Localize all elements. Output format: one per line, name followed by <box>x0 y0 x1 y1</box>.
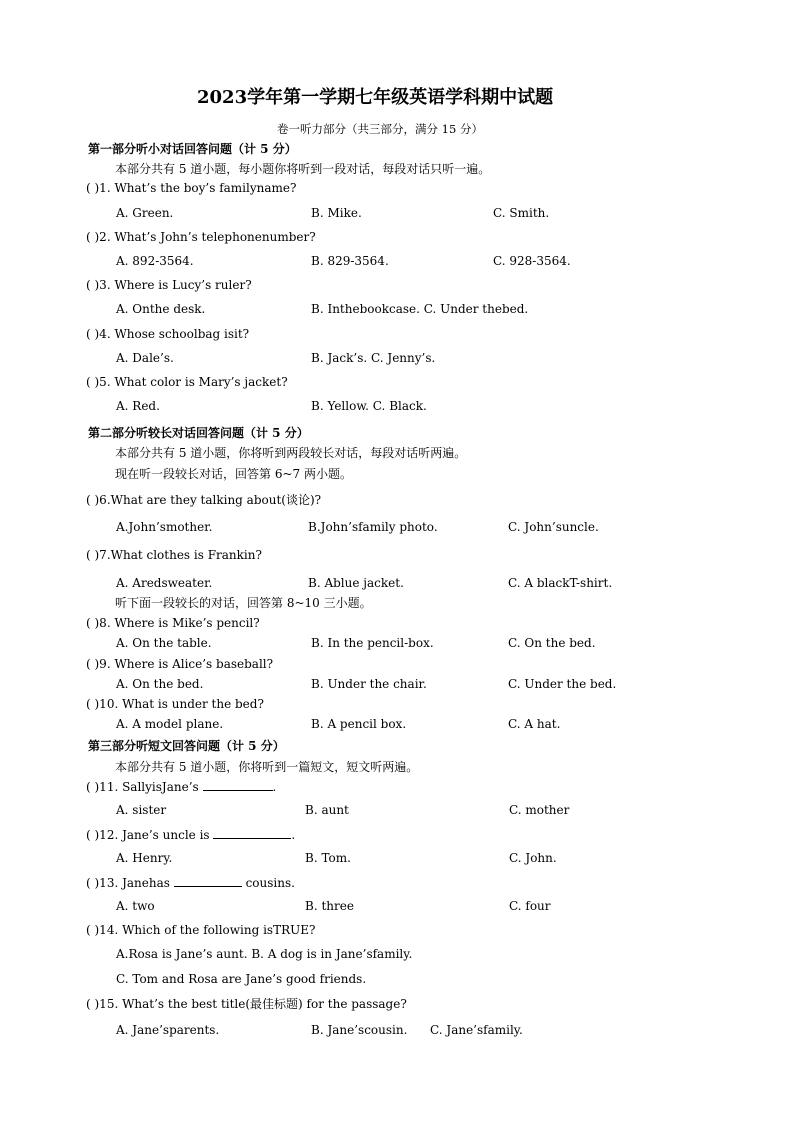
q6-option-c: C. John’suncle. <box>508 520 599 534</box>
q9-option-a: A. On the bed. <box>116 677 204 691</box>
q12-option-c: C. John. <box>509 851 557 865</box>
q12-end: . <box>291 828 296 842</box>
q11-text: ( )11. SallyisJane’s <box>86 780 199 794</box>
q12-option-a: A. Henry. <box>116 851 173 865</box>
q2-option-c: C. 928-3564. <box>493 254 571 268</box>
q13-option-c: C. four <box>509 899 551 913</box>
q6-stem: ( )6.What are they talking about(谈论)? <box>86 493 322 507</box>
q2-option-a: A. 892-3564. <box>116 254 194 268</box>
q13-stem <box>86 874 295 891</box>
q15-option-c: C. Jane’sfamily. <box>430 1023 523 1037</box>
q13-option-b: B. three <box>305 899 354 913</box>
q12-text: ( )12. Jane’s uncle is <box>86 828 210 842</box>
q1-stem: ( )1. What’s the boy’s familyname? <box>86 181 297 195</box>
q5-option-a: A. Red. <box>116 399 160 413</box>
page-title: 2023学年第一学期七年级英语学科期中试题 <box>197 87 554 108</box>
part2-intro-second: 现在听一段较长对话，回答第 6~7 两小题。 <box>115 467 352 481</box>
q10-option-a: A. A model plane. <box>116 717 224 731</box>
q14-stem: ( )14. Which of the following isTRUE? <box>86 923 316 937</box>
q4-stem: ( )4. Whose schoolbag isit? <box>86 327 250 341</box>
q1-option-b: B. Mike. <box>311 206 362 220</box>
part3-heading: 第三部分听短文回答问题（计 5 分） <box>88 739 285 753</box>
q7-option-c: C. A blackT-shirt. <box>508 576 613 590</box>
q7-stem: ( )7.What clothes is Frankin? <box>86 548 262 562</box>
part3-intro: 本部分共有 5 道小题，你将听到一篇短文，短文听两遍。 <box>115 760 419 774</box>
part2-heading: 第二部分听较长对话回答问题（计 5 分） <box>88 426 309 440</box>
q10-option-c: C. A hat. <box>508 717 561 731</box>
q11-option-b: B. aunt <box>305 803 349 817</box>
q9-option-c: C. Under the bed. <box>508 677 617 691</box>
q14-option-c: C. Tom and Rosa are Jane’s good friends. <box>116 972 367 986</box>
q13-option-a: A. two <box>116 899 155 913</box>
q2-option-b: B. 829-3564. <box>311 254 389 268</box>
q13-blank[interactable] <box>174 874 242 887</box>
q10-stem: ( )10. What is under the bed? <box>86 697 264 711</box>
part2-intro-third: 听下面一段较长的对话，回答第 8~10 三小题。 <box>115 596 372 610</box>
q13-text: ( )13. Janehas <box>86 876 170 890</box>
part2-intro: 本部分共有 5 道小题，你将听到两段较长对话，每段对话听两遍。 <box>115 446 467 460</box>
q5-option-bc: B. Yellow. C. Black. <box>311 399 427 413</box>
q15-option-a: A. Jane’sparents. <box>116 1023 220 1037</box>
q1-option-a: A. Green. <box>116 206 174 220</box>
q12-blank[interactable] <box>213 826 291 839</box>
q10-option-b: B. A pencil box. <box>311 717 407 731</box>
q5-stem: ( )5. What color is Mary’s jacket? <box>86 375 288 389</box>
q1-option-c: C. Smith. <box>493 206 550 220</box>
part1-heading: 第一部分听小对话回答问题（计 5 分） <box>88 142 297 156</box>
q12-stem <box>86 826 295 843</box>
q2-stem: ( )2. What’s John’s telephonenumber? <box>86 230 316 244</box>
q8-option-c: C. On the bed. <box>508 636 596 650</box>
q12-option-b: B. Tom. <box>305 851 351 865</box>
q8-option-b: B. In the pencil-box. <box>311 636 434 650</box>
q7-option-a: A. Aredsweater. <box>116 576 213 590</box>
q14-option-ab: A.Rosa is Jane’s aunt. B. A dog is in Jane’sfamily. <box>116 947 413 961</box>
q6-option-b: B.John’sfamily photo. <box>308 520 438 534</box>
q4-option-a: A. Dale’s. <box>116 351 174 365</box>
q3-stem: ( )3. Where is Lucy’s ruler? <box>86 278 252 292</box>
q3-option-bc: B. Inthebookcase. C. Under thebed. <box>311 302 529 316</box>
q15-stem: ( )15. What’s the best title(最佳标题) for the passage? <box>86 997 407 1011</box>
q7-option-b: B. Ablue jacket. <box>308 576 404 590</box>
part1-intro: 本部分共有 5 道小题，每小题你将听到一段对话，每段对话只听一遍。 <box>115 162 491 176</box>
q11-blank[interactable] <box>203 778 273 791</box>
q9-option-b: B. Under the chair. <box>311 677 427 691</box>
q6-option-a: A.John’smother. <box>116 520 213 534</box>
page-subtitle: 卷一听力部分（共三部分，满分 15 分） <box>277 122 483 136</box>
q8-stem: ( )8. Where is Mike’s pencil? <box>86 616 260 630</box>
q15-option-b: B. Jane’scousin. <box>311 1023 408 1037</box>
q11-end: . <box>272 780 277 794</box>
q11-option-a: A. sister <box>116 803 167 817</box>
q11-option-c: C. mother <box>509 803 570 817</box>
q3-option-a: A. Onthe desk. <box>116 302 206 316</box>
q4-option-bc: B. Jack’s. C. Jenny’s. <box>311 351 436 365</box>
q9-stem: ( )9. Where is Alice’s baseball? <box>86 657 274 671</box>
q8-option-a: A. On the table. <box>116 636 212 650</box>
q11-stem <box>86 778 276 795</box>
q13-end: cousins. <box>245 876 295 890</box>
